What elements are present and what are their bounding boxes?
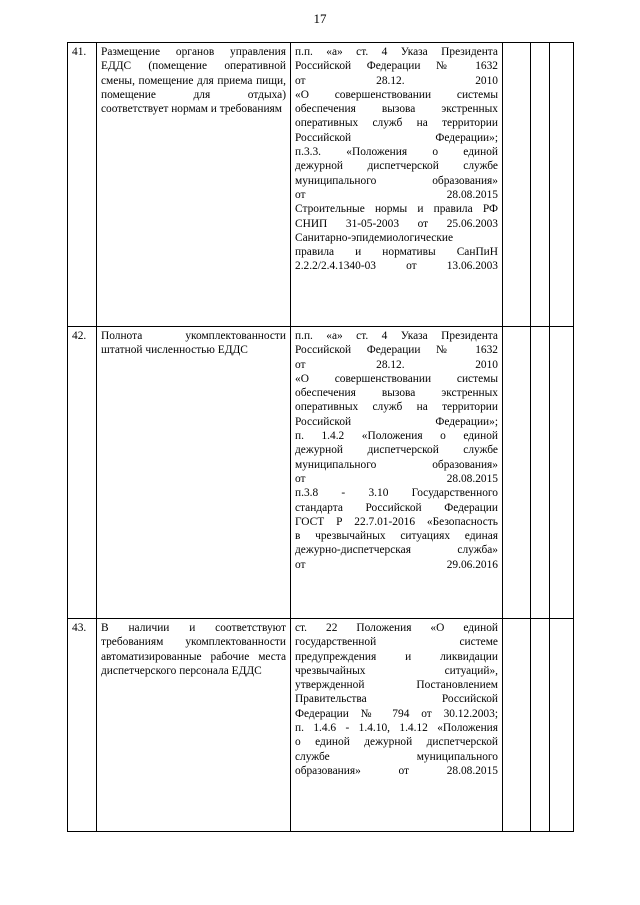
- legal-basis-line: Российской Федерации»;: [295, 131, 498, 144]
- table-row: [68, 327, 574, 619]
- remark-cell: [550, 619, 574, 832]
- legal-basis-line: Санитарно-эпидемиологические: [295, 231, 454, 244]
- legal-basis-line: п.3.8 - 3.10 Государственного: [295, 487, 498, 500]
- legal-basis-line: обеспечения вызова экстренных: [295, 387, 498, 400]
- legal-basis-line: ГОСТ Р 22.7.01-2016 «Безопасность: [295, 515, 498, 528]
- table-row: [68, 43, 574, 327]
- legal-basis-line: чрезвычайных ситуаций»,: [295, 664, 498, 677]
- legal-basis-line: Российской Федерации № 1632: [295, 60, 498, 73]
- requirement-text: Размещение органов управления ЕДДС (помещение оперативной смены, помещение для приема пищи, помещение для отдыха) соответствует нормам и требованиям: [97, 43, 291, 327]
- result-cell: [503, 43, 531, 327]
- legal-basis-line: Федерации № 794 от 30.12.2003;: [295, 707, 498, 720]
- legal-basis-line: образования» от 28.08.2015: [295, 764, 498, 777]
- legal-basis-line: Строительные нормы и правила РФ: [295, 203, 498, 216]
- requirement-text: Полнота укомплектованности штатной численностью ЕДДС: [97, 327, 291, 619]
- legal-basis-line: дежурной диспетчерской службе: [295, 160, 498, 173]
- row-number: 43.: [68, 619, 97, 832]
- legal-basis-line: утвержденной Постановлением: [295, 679, 498, 692]
- legal-basis-line: оперативных служб на территории: [295, 401, 498, 414]
- remark-cell: [550, 327, 574, 619]
- note-cell: [531, 43, 550, 327]
- legal-basis-line: ст. 22 Положения «О единой: [295, 622, 498, 634]
- legal-basis-line: от 28.12. 2010: [295, 74, 498, 87]
- legal-basis-line: от 28.12. 2010: [295, 358, 498, 371]
- legal-basis-line: стандарта Российской Федерации: [295, 501, 498, 514]
- note-cell: [531, 619, 550, 832]
- requirement-text: В наличии и соответствуют требованиям укомплектованности автоматизированные рабочие места диспетчерского персонала ЕДДС: [97, 619, 291, 832]
- legal-basis-line: Российской Федерации № 1632: [295, 344, 498, 357]
- legal-basis-line: Российской Федерации»;: [295, 415, 498, 428]
- legal-basis-line: п.3.3. «Положения о единой: [295, 146, 498, 159]
- legal-basis-line: «О совершенствовании системы: [295, 88, 498, 101]
- legal-basis-line: службе муниципального: [295, 750, 498, 763]
- legal-basis-line: обеспечения вызова экстренных: [295, 103, 498, 116]
- legal-basis-line: правила и нормативы СанПиН: [295, 246, 498, 259]
- legal-basis-line: государственной системе: [295, 636, 498, 649]
- legal-basis-line: дежурно-диспетчерская служба»: [295, 544, 498, 557]
- legal-basis-line: оперативных служб на территории: [295, 117, 498, 130]
- legal-basis: [291, 43, 503, 327]
- legal-basis-line: муниципального образования»: [295, 458, 498, 471]
- legal-basis: [291, 619, 503, 832]
- legal-basis-line: муниципального образования»: [295, 174, 498, 187]
- note-cell: [531, 327, 550, 619]
- legal-basis-line: СНИП 31-05-2003 от 25.06.2003: [295, 217, 498, 230]
- legal-basis-line: 2.2.2/2.4.1340-03 от 13.06.2003: [295, 260, 498, 273]
- legal-basis-line: от 28.08.2015: [295, 472, 498, 485]
- result-cell: [503, 327, 531, 619]
- result-cell: [503, 619, 531, 832]
- legal-basis-line: предупреждения и ликвидации: [295, 650, 498, 663]
- legal-basis-line: в чрезвычайных ситуациях единая: [295, 530, 498, 543]
- row-number: 41.: [68, 43, 97, 327]
- legal-basis-line: от 28.08.2015: [295, 188, 498, 201]
- legal-basis-line: п. 1.4.6 - 1.4.10, 1.4.12 «Положения: [295, 722, 498, 735]
- remark-cell: [550, 43, 574, 327]
- legal-basis-line: дежурной диспетчерской службе: [295, 444, 498, 457]
- page-number: 17: [313, 11, 327, 26]
- legal-basis-line: п.п. «а» ст. 4 Указа Президента: [295, 46, 498, 58]
- legal-basis-line: Правительства Российской: [295, 693, 498, 706]
- checklist-table: [67, 42, 574, 832]
- row-number: 42.: [68, 327, 97, 619]
- legal-basis-line: от 29.06.2016: [295, 558, 498, 571]
- legal-basis: [291, 327, 503, 619]
- legal-basis-line: «О совершенствовании системы: [295, 372, 498, 385]
- legal-basis-line: о единой дежурной диспетчерской: [295, 736, 498, 749]
- legal-basis-line: п.п. «а» ст. 4 Указа Президента: [295, 330, 498, 342]
- table-row: [68, 619, 574, 832]
- legal-basis-line: п. 1.4.2 «Положения о единой: [295, 430, 498, 443]
